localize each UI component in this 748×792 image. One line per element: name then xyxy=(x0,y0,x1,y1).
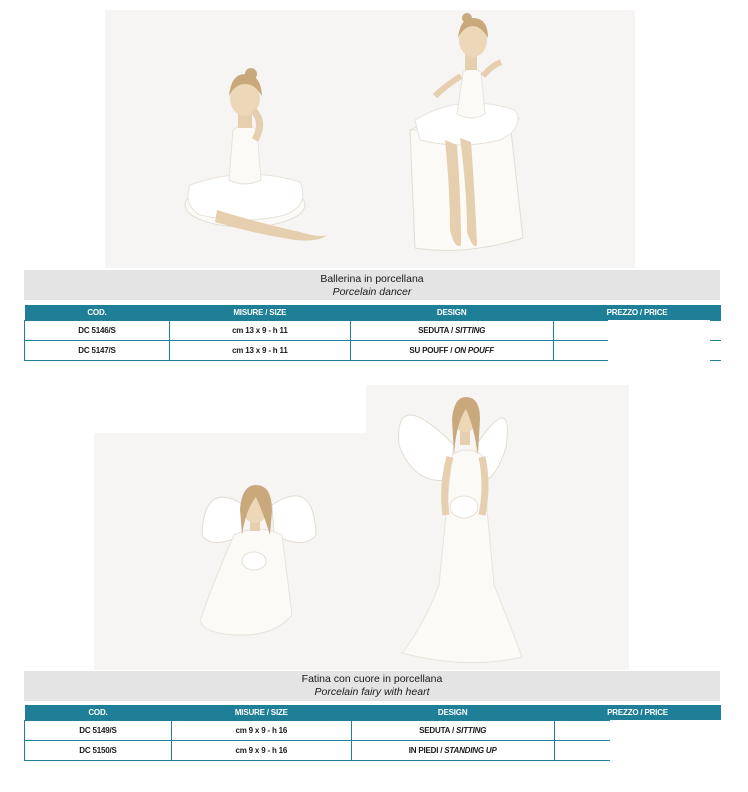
fairy-figurines-illustration xyxy=(94,385,629,670)
cell-cod: DC 5150/S xyxy=(25,741,172,761)
header-design: DESIGN xyxy=(350,305,553,321)
product-title: Ballerina in porcellana xyxy=(320,273,424,285)
cell-size: cm 9 x 9 - h 16 xyxy=(171,721,351,741)
price-redaction-block xyxy=(608,320,710,368)
ballerina-figurines-illustration xyxy=(105,10,635,268)
cell-cod: DC 5149/S xyxy=(25,721,172,741)
cell-size: cm 13 x 9 - h 11 xyxy=(169,321,350,341)
product-title: Fatina con cuore in porcellana xyxy=(301,673,443,685)
section-caption-ballerina xyxy=(24,270,720,300)
cell-design xyxy=(350,341,553,361)
table-header-row xyxy=(25,705,722,721)
cell-size: cm 9 x 9 - h 16 xyxy=(171,741,351,761)
table-header-row xyxy=(25,305,722,321)
design-it: SU POUFF / xyxy=(409,346,455,355)
section-caption-fairy xyxy=(24,671,720,701)
design-en: ON POUFF xyxy=(454,346,494,355)
design-it: SEDUTA / xyxy=(418,326,456,335)
design-en: SITTING xyxy=(456,726,487,735)
header-cod: COD. xyxy=(25,705,172,721)
cell-size: cm 13 x 9 - h 11 xyxy=(169,341,350,361)
product-subtitle: Porcelain dancer xyxy=(332,286,412,298)
header-design: DESIGN xyxy=(351,705,554,721)
product-subtitle: Porcelain fairy with heart xyxy=(314,686,430,698)
cell-cod: DC 5146/S xyxy=(25,321,170,341)
header-price: PREZZO / PRICE xyxy=(554,705,721,721)
design-it: SEDUTA / xyxy=(419,726,457,735)
product-photo-fairy xyxy=(94,385,629,670)
cell-design xyxy=(351,741,554,761)
product-photo-ballerina xyxy=(105,10,635,268)
cell-design xyxy=(351,721,554,741)
header-cod: COD. xyxy=(25,305,170,321)
header-price: PREZZO / PRICE xyxy=(553,305,721,321)
design-en: SITTING xyxy=(455,326,486,335)
design-it: IN PIEDI / xyxy=(408,746,445,755)
header-size: MISURE / SIZE xyxy=(171,705,351,721)
price-redaction-block xyxy=(610,720,730,770)
header-size: MISURE / SIZE xyxy=(169,305,350,321)
design-en: STANDING UP xyxy=(444,746,497,755)
cell-cod: DC 5147/S xyxy=(25,341,170,361)
cell-design xyxy=(350,321,553,341)
pouff-ballerina-figure xyxy=(410,13,523,250)
sitting-ballerina-figure xyxy=(185,68,327,240)
